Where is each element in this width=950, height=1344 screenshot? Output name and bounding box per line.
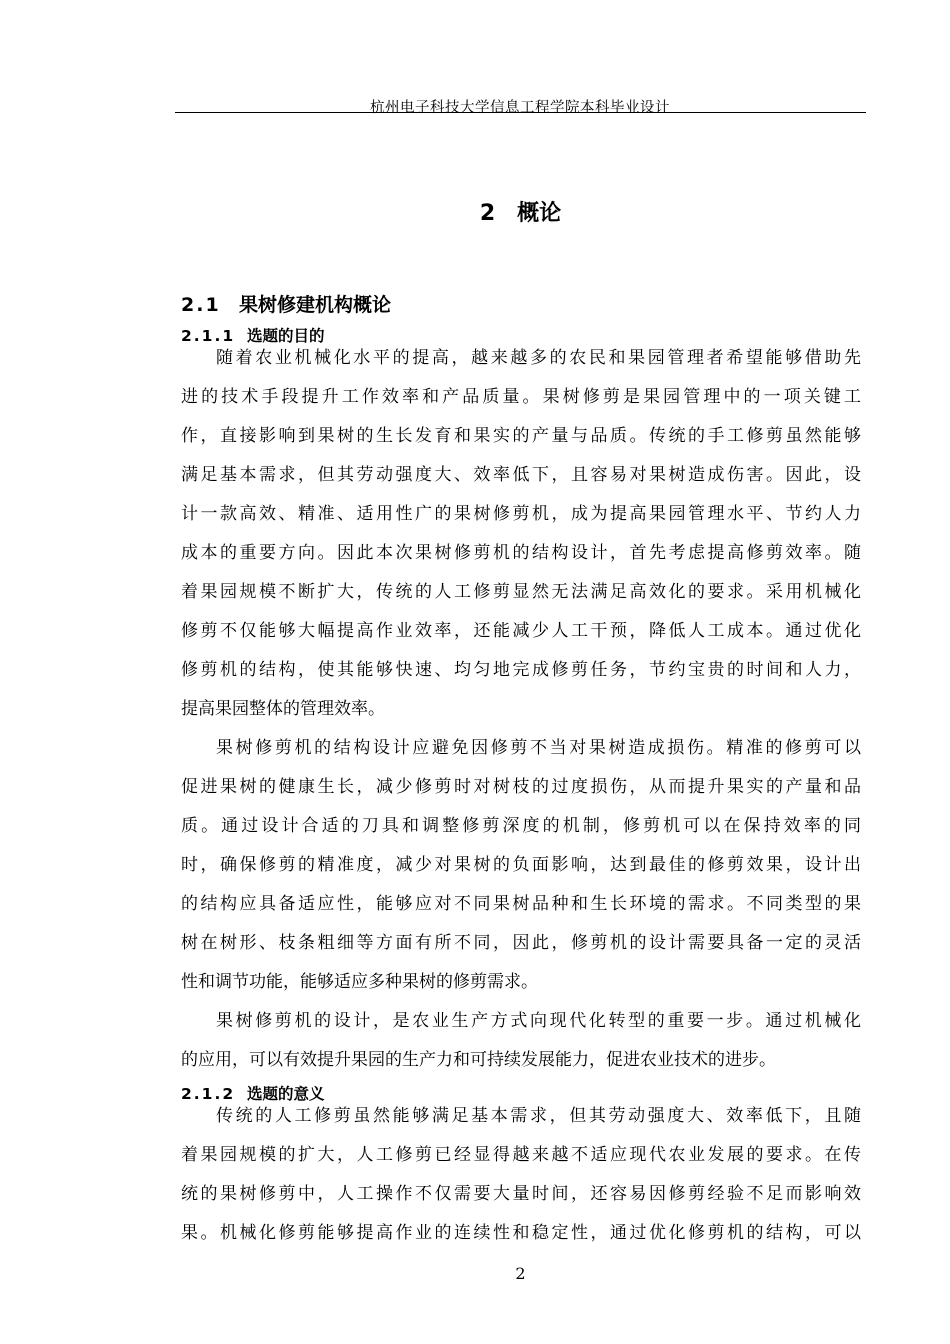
paragraph-line: 的结构应具备适应性，能够应对不同果树品种和生长环境的需求。不同类型的果 (181, 894, 861, 914)
section-title: 果树修建机构概论 (239, 294, 392, 316)
paragraph-line: 果树修剪机的设计，是农业生产方式向现代化转型的重要一步。通过机械化 (216, 1011, 861, 1031)
paragraph-line: 时，确保修剪的精准度，减少对果树的负面影响，达到最佳的修剪效果，设计出 (181, 855, 861, 875)
paragraph-line: 修剪机的结构，使其能够快速、均匀地完成修剪任务，节约宝贵的时间和人力， (181, 660, 861, 680)
section-heading-2-1 (181, 290, 391, 317)
section-number: 2.1 (181, 294, 221, 316)
subsection-title: 选题的目的 (247, 327, 325, 345)
paragraph-line: 着果园规模的扩大，人工修剪已经显得越来越不适应现代农业发展的要求。在传 (181, 1145, 861, 1165)
page-number: 2 (515, 1264, 526, 1283)
paragraph-line: 作，直接影响到果树的生长发育和果实的产量与品质。传统的手工修剪虽然能够 (181, 426, 861, 446)
subsection-title: 选题的意义 (247, 1085, 325, 1103)
paragraph-line: 的应用，可以有效提升果园的生产力和可持续发展能力，促进农业技术的进步。 (181, 1050, 776, 1070)
running-header: 杭州电子科技大学信息工程学院本科毕业设计 (370, 100, 670, 116)
paragraph-line: 随着农业机械化水平的提高，越来越多的农民和果园管理者希望能够借助先 (216, 348, 861, 368)
paragraph-line: 促进果树的健康生长，减少修剪时对树枝的过度损伤，从而提升果实的产量和品 (181, 777, 861, 797)
header-rule (175, 112, 866, 113)
paragraph-line: 进的技术手段提升工作效率和产品质量。果树修剪是果园管理中的一项关键工 (181, 387, 861, 407)
paragraph-line: 统的果树修剪中，人工操作不仅需要大量时间，还容易因修剪经验不足而影响效 (181, 1184, 861, 1204)
paragraph-line: 质。通过设计合适的刀具和调整修剪深度的机制，修剪机可以在保持效率的同 (181, 816, 861, 836)
paragraph-line: 性和调节功能，能够适应多种果树的修剪需求。 (181, 972, 538, 992)
chapter-number: 2 (479, 201, 496, 226)
paragraph-line: 树在树形、枝条粗细等方面有所不同，因此，修剪机的设计需要具备一定的灵活 (181, 933, 861, 953)
paragraph-line: 果。机械化修剪能够提高作业的连续性和稳定性，通过优化修剪机的结构，可以 (181, 1223, 861, 1243)
paragraph-line: 果树修剪机的结构设计应避免因修剪不当对果树造成损伤。精准的修剪可以 (216, 738, 861, 758)
paragraph-line: 成本的重要方向。因此本次果树修剪机的结构设计，首先考虑提高修剪效率。随 (181, 543, 861, 563)
subsection-number: 2.1.2 (181, 1085, 236, 1103)
paragraph-line: 计一款高效、精准、适用性广的果树修剪机，成为提高果园管理水平、节约人力 (181, 504, 861, 524)
paragraph-line: 修剪不仅能够大幅提高作业效率，还能减少人工干预，降低人工成本。通过优化 (181, 621, 861, 641)
paragraph-line: 满足基本需求，但其劳动强度大、效率低下，且容易对果树造成伤害。因此，设 (181, 465, 861, 485)
paragraph-line: 传统的人工修剪虽然能够满足基本需求，但其劳动强度大、效率低下，且随 (216, 1106, 861, 1126)
paragraph-line: 着果园规模不断扩大，传统的人工修剪显然无法满足高效化的要求。采用机械化 (181, 582, 861, 602)
paragraph-line: 提高果园整体的管理效率。 (181, 699, 385, 719)
subsection-number: 2.1.1 (181, 327, 236, 345)
chapter-title (175, 196, 866, 227)
chapter-title-text: 概论 (517, 201, 562, 226)
